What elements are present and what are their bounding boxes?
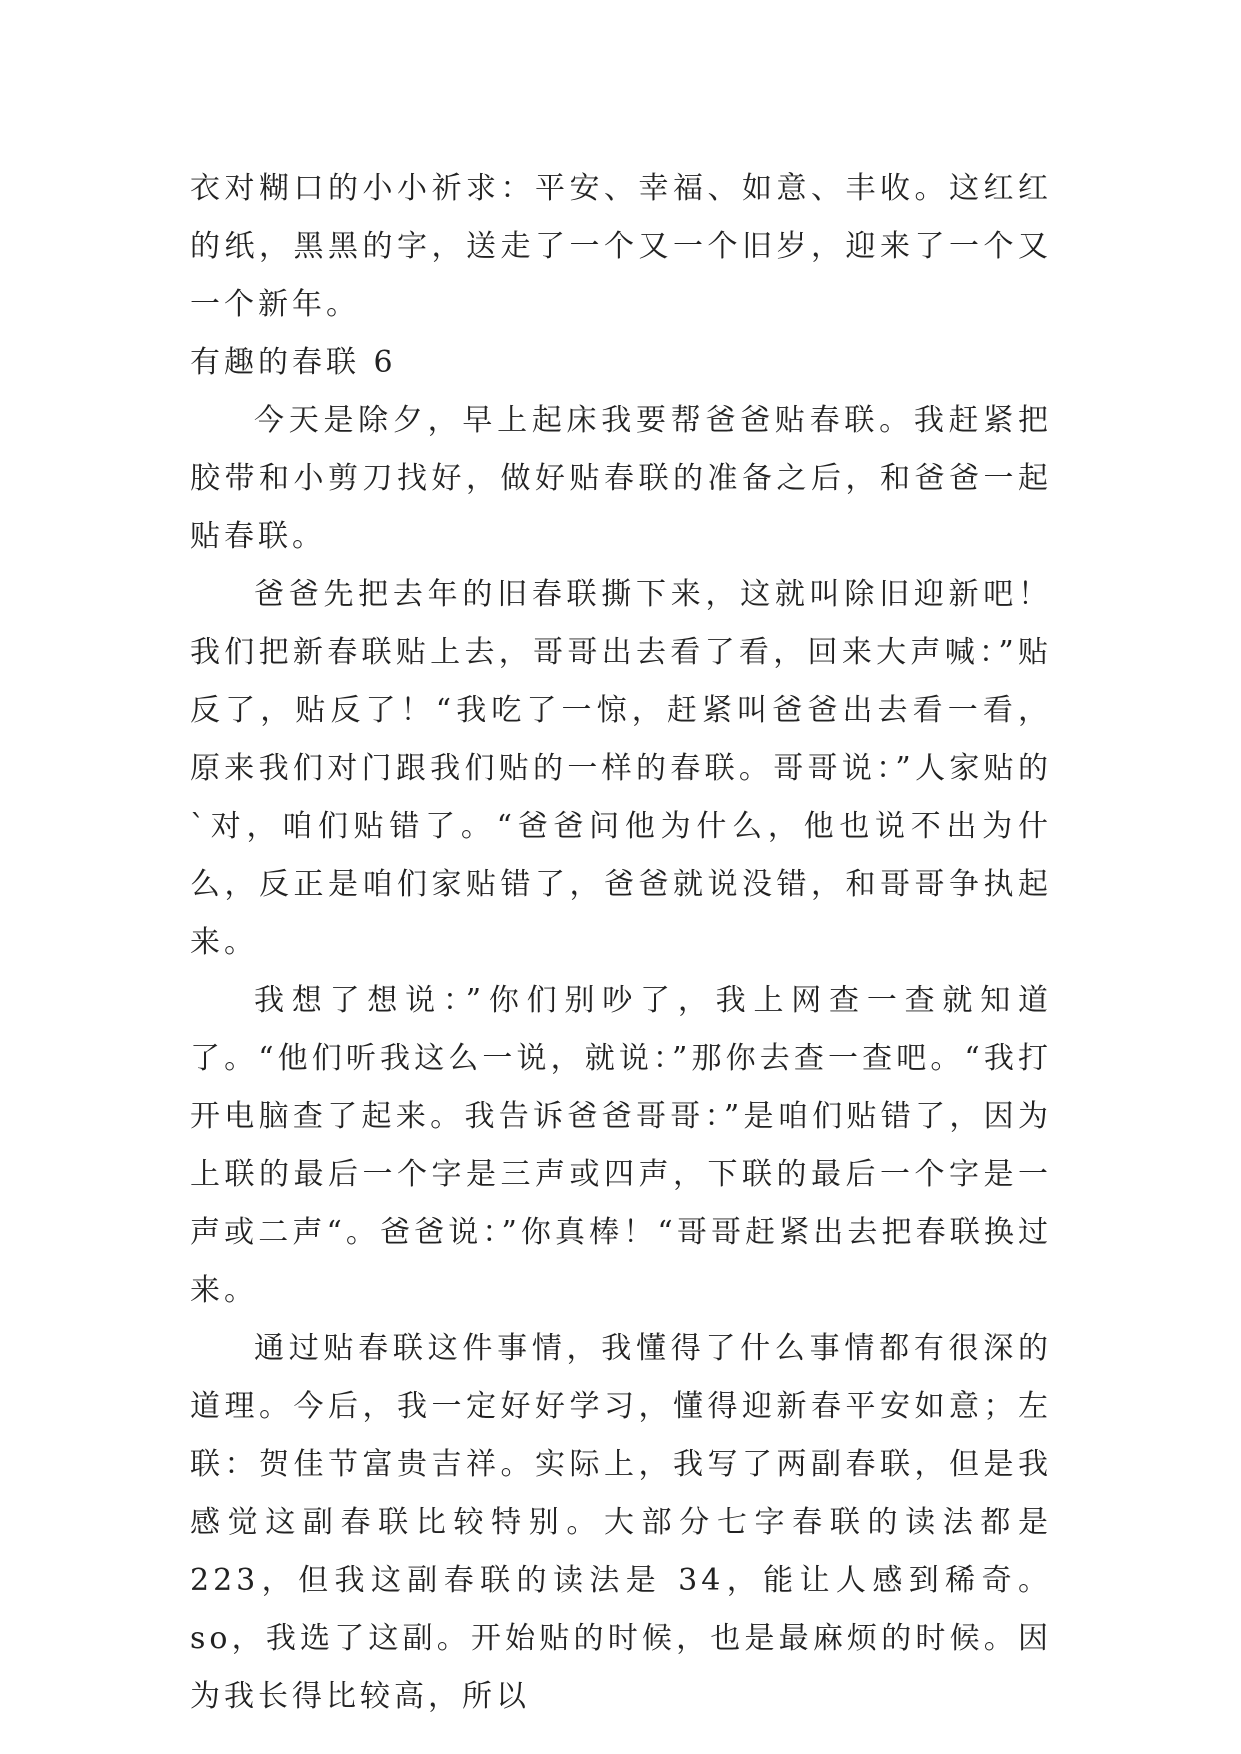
paragraph-continued: 衣对糊口的小小祈求：平安、幸福、如意、丰收。这红红的纸，黑黑的字，送走了一个又一个旧岁，迎来了一个又一个新年。 (190, 171, 1052, 322)
paragraph-2: 爸爸先把去年的旧春联撕下来，这就叫除旧迎新吧！我们把新春联贴上去，哥哥出去看了看，回来大声喊：”贴反了，贴反了！“我吃了一惊，赶紧叫爸爸出去看一看，原来我们对门跟我们贴的一样的春联。哥哥说：”人家贴的`对，咱们贴错了。“爸爸问他为什么，他也说不出为什么，反正是咱们家贴错了，爸爸就说没错，和哥哥争执起来。 (190, 577, 1052, 960)
document-body (190, 160, 1052, 1726)
paragraph-3: 我想了想说：”你们别吵了，我上网查一查就知道了。“他们听我这么一说，就说：”那你去查一查吧。“我打开电脑查了起来。我告诉爸爸哥哥：”是咱们贴错了，因为上联的最后一个字是三声或四声，下联的最后一个字是一声或二声“。爸爸说：”你真棒！“哥哥赶紧出去把春联换过来。 (190, 983, 1052, 1308)
section-title: 有趣的春联 6 (190, 345, 397, 380)
paragraph-4: 通过贴春联这件事情，我懂得了什么事情都有很深的道理。今后，我一定好好学习，懂得迎新春平安如意；左联：贺佳节富贵吉祥。实际上，我写了两副春联，但是我感觉这副春联比较特别。大部分七字春联的读法都是 223，但我这副春联的读法是 34，能让人感到稀奇。so，我选了这副。开始贴的时候，也是最麻烦的时候。因为我长得比较高，所以 (190, 1331, 1052, 1714)
paragraph-1: 今天是除夕，早上起床我要帮爸爸贴春联。我赶紧把胶带和小剪刀找好，做好贴春联的准备之后，和爸爸一起贴春联。 (190, 403, 1052, 554)
